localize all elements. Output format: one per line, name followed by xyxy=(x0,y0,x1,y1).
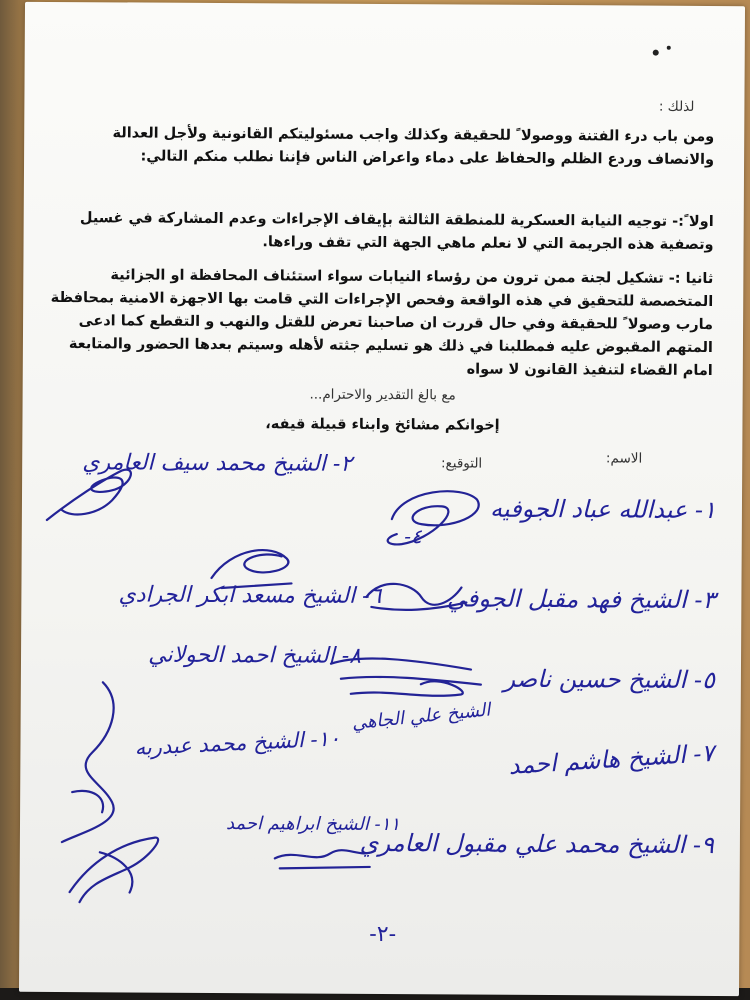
signature-scribble-7 xyxy=(59,822,170,913)
handwritten-name-11: ١١- الشيخ ابراهيم احمد xyxy=(225,813,401,836)
request-item-1: اولا ً:- توجيه النيابة العسكرية للمنطقة الثالثة بإيقاف الإجراءات وعدم المشاركة في غسيل وتصفية هذه الجريمة التي لا نعلم ماهي الجهة التي تقف وراءها. xyxy=(79,210,714,254)
signature-scribble-3 xyxy=(201,538,301,599)
intro-line: لذلك : xyxy=(658,98,695,115)
name-column-label: الاسم: xyxy=(605,450,643,467)
paragraph-request: ومن باب درء الفتنة ووصولا ً للحقيقة وكذلك واجب مسئوليتكم القانونية ولأجل العدالة والانصاف وردع الظلم والحفاظ على دماء واعراض الناس فإننا نطلب منكم التالي: xyxy=(112,125,715,169)
signature-scribble-4 xyxy=(361,572,471,623)
page-number: -٢- xyxy=(369,921,397,948)
ink-dot xyxy=(667,46,671,50)
sender-line: إخوانكم مشائخ وابناء قبيلة قيفه، xyxy=(265,416,500,434)
signature-scribble-5 xyxy=(321,644,491,715)
handwritten-name-2: ٢- الشيخ محمد سيف العامري xyxy=(82,450,353,477)
letter-page xyxy=(19,2,745,996)
handwritten-signature-a: الشيخ علي الجاهي xyxy=(351,699,492,735)
handwritten-name-5: ٥- الشيخ حسين ناصر xyxy=(503,664,715,695)
ink-dot xyxy=(653,50,659,56)
signature-scribble-2 xyxy=(372,484,492,555)
handwritten-name-1: ١- عبدالله عباد الجوفيه xyxy=(489,494,717,525)
handwritten-name-10: ١٠- الشيخ محمد عبدربه xyxy=(134,726,341,760)
signature-scribble-1 xyxy=(42,460,142,531)
handwritten-name-8: ٨- الشيخ احمد الحولاني xyxy=(148,642,362,669)
handwritten-name-4: ٤- xyxy=(404,524,422,549)
signature-column-label: التوقيع: xyxy=(440,455,483,472)
handwritten-name-9: ٩- الشيخ محمد علي مقبول العامري xyxy=(359,828,714,860)
request-item-2: ثانيا :- تشكيل لجنة ممن ترون من رؤساء النيابات سواء استئناف المحافظة او الجزائية المتخصصة للتحقيق في هذه الواقعة وفحص الإجراءات التي قامت بها الاجهزة الامنية بمحافظة مارب وصولا ً للحقيقة وفي حال قررت ان صاحبنا تعرض للقتل والنهب و التقطع كما ادعى المتهم المقبوض عليه فمطلبنا في ذلك هو تسليم جثته لأهله وسيتم بعدها الحضور والمتابعة امام القضاء لتنفيذ القانون لا سواه xyxy=(50,267,714,380)
handwritten-name-3: ٣- الشيخ فهد مقبل الجوفي xyxy=(446,584,716,615)
closing-line: مع بالغ التقدير والاحترام... xyxy=(309,386,456,404)
handwritten-name-7: ٧- الشيخ هاشم احمد xyxy=(507,738,716,780)
signature-scribble-8 xyxy=(270,838,380,879)
handwritten-name-6: ٦- الشيخ مسعد ابكر الجرادي xyxy=(118,582,382,609)
